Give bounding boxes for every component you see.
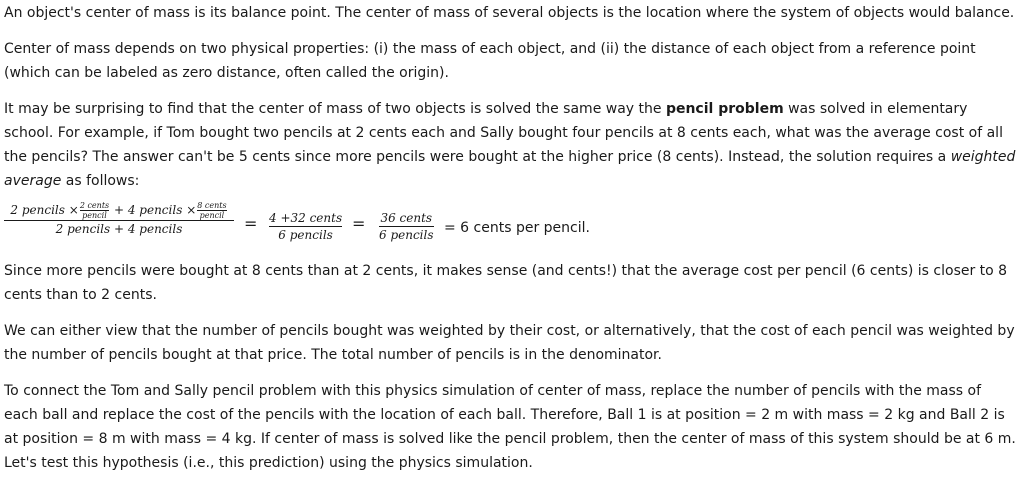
unit-pencil-1: pencil: [82, 211, 107, 220]
paragraph-properties: Center of mass depends on two physical properties: (i) the mass of each object, and (ii) the distance of each object from a reference point (which can be labeled as zero distance, often called the origin).: [4, 41, 976, 81]
pencil-problem-bold: pencil problem: [665, 101, 784, 117]
equals-sign-1: =: [244, 214, 258, 233]
times-sign-1: ×: [68, 203, 79, 217]
weighted-average-italic: weighted average: [4, 149, 1016, 189]
paragraph-definition: An object's center of mass is its balance point. The center of mass of several objects is the location where the system of objects would balance.: [4, 5, 1015, 21]
fraction-main-denominator: 2 pencils + 4 pencils: [55, 222, 183, 236]
fraction-total-numerator: 36 cents: [380, 211, 433, 225]
times-sign-2: ×: [186, 203, 197, 217]
p3-text-c: as follows:: [61, 173, 140, 189]
term-2-pencils: 2 pencils: [10, 203, 65, 217]
fraction-sum: [269, 210, 342, 243]
unit-2-cents: 2 cents: [79, 201, 110, 210]
paragraph-weighting: We can either view that the number of pencils bought was weighted by their cost, or alternatively, that the cost of each pencil was weighted by the number of pencils bought at that price. The total number of pencils is in the denominator.: [4, 323, 1015, 363]
fraction-total: [379, 210, 434, 243]
fraction-sum-numerator: 4 +32 cents: [269, 211, 343, 225]
paragraph-pencil-problem: [4, 97, 1017, 193]
term-plus-4-pencils: + 4 pencils: [113, 203, 183, 217]
equals-sign-2: =: [352, 214, 366, 233]
paragraph-conclusion: Since more pencils were bought at 8 cents than at 2 cents, it makes sense (and cents!) that the average cost per pencil (6 cents) is closer to 8 cents than to 2 cents.: [4, 263, 1008, 303]
p3-text-b: was solved in elementary school. For example, if Tom bought two pencils at 2 cents each and Sally bought four pencils at 8 cents each, what was the average cost of all the pencils? The answer can't be 5 cents since more pencils were bought at the higher price (8 cents). Instead, the solution requires a: [4, 101, 1003, 165]
unit-pencil-2: pencil: [199, 211, 225, 220]
fraction-main: [4, 201, 234, 237]
unit-2-cents-per-pencil: [80, 201, 109, 220]
paragraph-simulation: To connect the Tom and Sally pencil problem with this physics simulation of center of mass, replace the number of pencils with the mass of each ball and replace the cost of the pencils with the location of each ball. Therefore, Ball 1 is at position = 2 m with mass = 2 kg and Ball 2 is at position = 8 m with mass = 4 kg. If center of mass is solved like the pencil problem, then the center of mass of this system should be at 6 m. Let's test this hypothesis (i.e., this prediction) using the physics simulation.: [4, 383, 1016, 471]
fraction-total-denominator: 6 pencils: [379, 228, 434, 242]
fraction-main-numerator: [10, 201, 227, 220]
unit-8-cents-per-pencil: [197, 201, 226, 220]
formula-result: = 6 cents per pencil.: [444, 220, 590, 236]
unit-8-cents: 8 cents: [197, 201, 227, 210]
fraction-sum-denominator: 6 pencils: [278, 228, 333, 242]
p3-text-a: It may be surprising to find that the center of mass of two objects is solved the same way the: [4, 101, 666, 117]
